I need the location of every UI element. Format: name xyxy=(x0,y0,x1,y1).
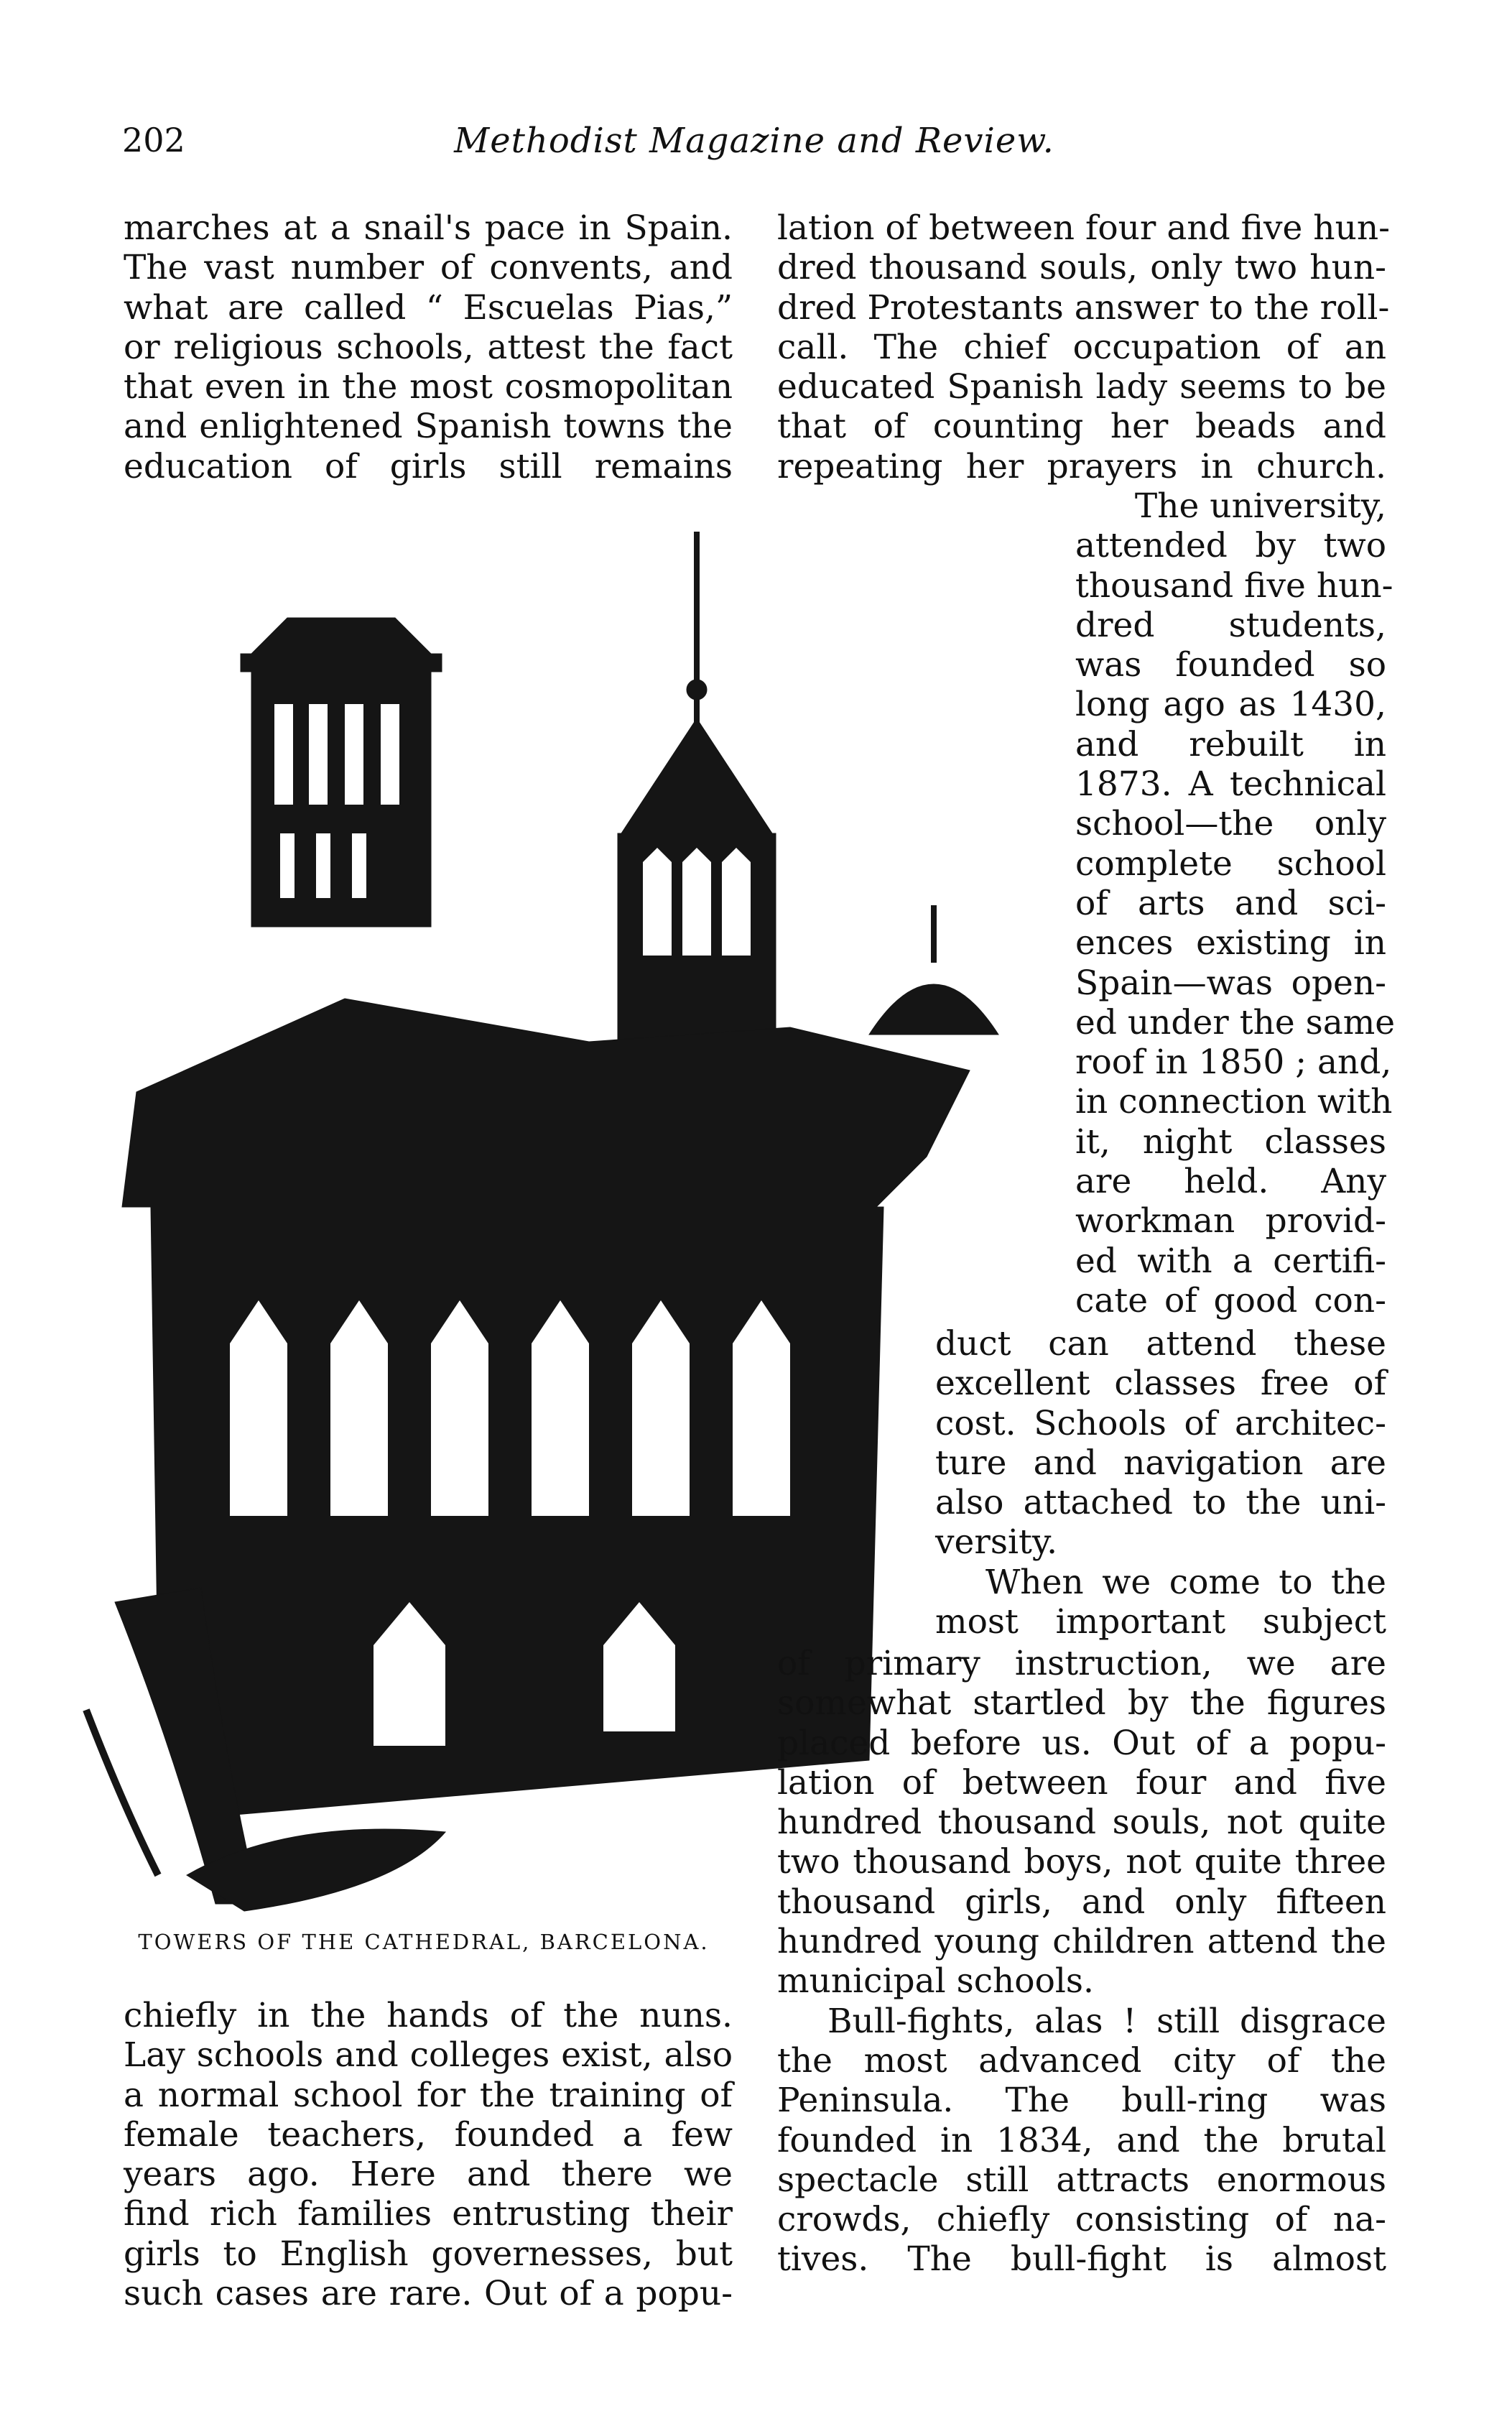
right-column-middle xyxy=(935,1324,1386,1642)
text-line: girls to English governesses, but xyxy=(124,2234,733,2274)
text-line: educated Spanish lady seems to be xyxy=(777,367,1386,407)
text-line: are held. Any xyxy=(1075,1162,1386,1202)
running-title: Methodist Magazine and Review. xyxy=(454,121,1054,161)
text-line: the most advanced city of the xyxy=(777,2040,1386,2081)
page-number: 202 xyxy=(122,121,185,159)
text-line: marches at a snail's pace in Spain. xyxy=(124,208,733,248)
text-line: Spain—was open- xyxy=(1075,963,1386,1003)
left-column-bottom xyxy=(124,1996,733,2313)
text-line: of arts and sci- xyxy=(1075,883,1386,923)
right-column-narrow xyxy=(1075,486,1396,1320)
text-line: tives. The bull-fight is almost xyxy=(777,2239,1386,2280)
text-line: founded in 1834, and the brutal xyxy=(777,2120,1386,2160)
text-line: hundred young children attend the xyxy=(777,1922,1386,1962)
text-line: workman provid- xyxy=(1075,1201,1386,1241)
text-line: ture and navigation are xyxy=(935,1443,1386,1483)
text-line: Lay schools and colleges exist, also xyxy=(124,2035,733,2076)
text-line: also attached to the uni- xyxy=(935,1483,1386,1523)
text-line: cate of good con- xyxy=(1075,1280,1386,1320)
text-line: crowds, chiefly consisting of na- xyxy=(777,2200,1386,2240)
text-line: lation of between four and five xyxy=(777,1762,1386,1803)
text-line: hundred thousand souls, not quite xyxy=(777,1803,1386,1843)
text-line: of primary instruction, we are xyxy=(777,1644,1386,1683)
text-line: placed before us. Out of a popu- xyxy=(777,1723,1386,1763)
text-line: The university, xyxy=(1134,486,1386,526)
text-line: dred thousand souls, only two hun- xyxy=(777,248,1386,288)
text-line: municipal schools. xyxy=(777,1961,1094,2002)
right-column-bottom xyxy=(777,1644,1386,2280)
right-column-top xyxy=(777,208,1390,486)
text-line: dred students, xyxy=(1075,605,1386,645)
text-line: find rich families entrusting their xyxy=(124,2194,733,2234)
text-line: repeating her prayers in church. xyxy=(777,446,1386,486)
text-line: most important subject xyxy=(935,1602,1386,1642)
text-line: ed under the same xyxy=(1075,1002,1396,1042)
text-line: When we come to the xyxy=(985,1562,1386,1602)
text-line: Bull-fights, alas ! still disgrace xyxy=(827,2001,1386,2041)
text-line: The vast number of convents, and xyxy=(124,248,733,288)
text-line: excellent classes free of xyxy=(935,1364,1386,1404)
text-line: years ago. Here and there we xyxy=(124,2155,733,2195)
text-line: what are called “ Escuelas Pias,” xyxy=(124,287,733,328)
text-line: such cases are rare. Out of a popu- xyxy=(124,2274,733,2314)
text-line: long ago as 1430, xyxy=(1075,685,1386,725)
text-line: it, night classes xyxy=(1075,1121,1386,1162)
text-line: roof in 1850 ; and, xyxy=(1075,1042,1392,1083)
text-line: and rebuilt in xyxy=(1075,724,1386,764)
page-header xyxy=(122,121,1386,171)
text-line: thousand girls, and only fifteen xyxy=(777,1882,1386,1922)
text-line: duct can attend these xyxy=(935,1324,1386,1364)
text-line: attended by two xyxy=(1075,526,1386,566)
text-line: Peninsula. The bull-ring was xyxy=(777,2081,1386,2121)
text-line: in connection with xyxy=(1075,1082,1393,1122)
text-line: cost. Schools of architec- xyxy=(935,1403,1386,1443)
text-line: or religious schools, attest the fact xyxy=(124,327,733,367)
text-line: chiefly in the hands of the nuns. xyxy=(124,1996,733,2035)
text-line: that of counting her beads and xyxy=(777,407,1386,447)
text-line: was founded so xyxy=(1075,645,1386,685)
left-column-top xyxy=(124,208,733,486)
text-line: two thousand boys, not quite three xyxy=(777,1842,1386,1882)
text-line: lation of between four and five hun- xyxy=(777,208,1390,248)
text-line: that even in the most cosmopolitan xyxy=(124,367,733,407)
text-line: female teachers, founded a few xyxy=(124,2114,733,2155)
text-line: thousand five hun- xyxy=(1075,565,1393,606)
text-line: dred Protestants answer to the roll- xyxy=(777,287,1390,328)
text-line: a normal school for the training of xyxy=(124,2075,733,2115)
text-line: complete school xyxy=(1075,843,1386,884)
text-line: somewhat startled by the figures xyxy=(777,1683,1386,1724)
text-line: spectacle still attracts enormous xyxy=(777,2160,1386,2200)
figure-caption: TOWERS OF THE CATHEDRAL, BARCELONA. xyxy=(138,1930,710,1954)
text-line: ences existing in xyxy=(1075,923,1386,963)
text-line: and enlightened Spanish towns the xyxy=(124,407,733,447)
text-line: versity. xyxy=(935,1522,1058,1563)
text-line: ed with a certifi- xyxy=(1075,1241,1386,1281)
text-line: education of girls still remains xyxy=(124,446,733,486)
text-line: call. The chief occupation of an xyxy=(777,327,1386,367)
text-line: school—the only xyxy=(1075,804,1386,844)
text-line: 1873. A technical xyxy=(1075,764,1386,805)
